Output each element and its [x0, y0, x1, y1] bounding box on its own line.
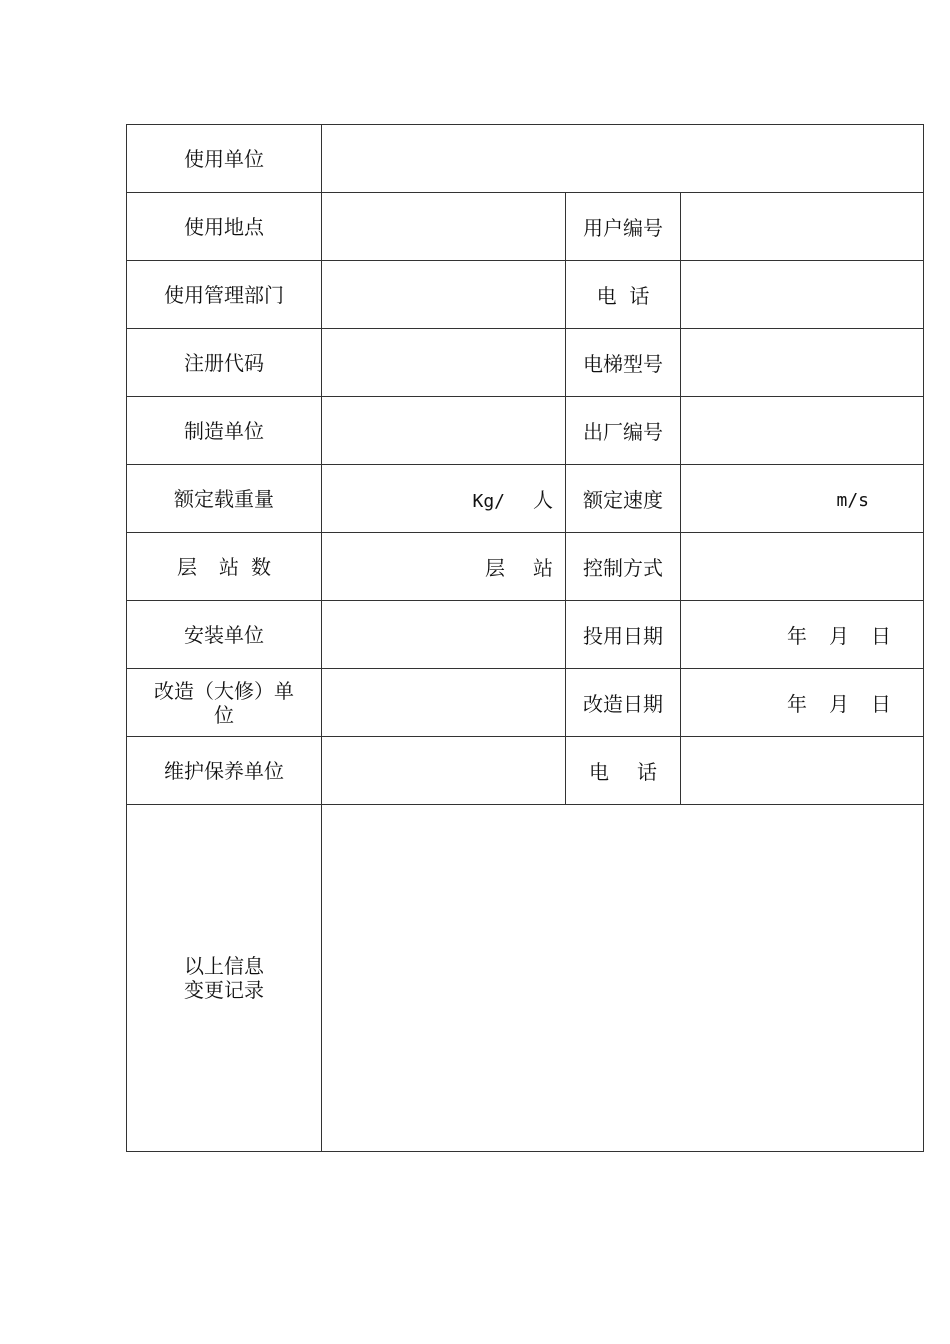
field-elevator-model[interactable]	[681, 329, 924, 397]
field-registration-code[interactable]	[322, 329, 566, 397]
elevator-info-form	[126, 124, 924, 1152]
label-user-unit: 使用单位	[127, 125, 322, 193]
unit-floor: 层	[485, 556, 505, 580]
field-management-dept[interactable]	[322, 261, 566, 329]
row-maintenance-unit	[127, 737, 924, 805]
label-floor-char: 层	[177, 554, 197, 579]
date-year: 年	[787, 692, 808, 716]
label-change-record-line1: 以上信息	[184, 954, 264, 978]
label-commission-date: 投用日期	[566, 601, 681, 669]
label-phone-char1: 电	[589, 760, 609, 784]
row-registration-code	[127, 329, 924, 397]
field-user-unit[interactable]	[322, 125, 924, 193]
unit-person: 人	[533, 488, 553, 512]
row-installer	[127, 601, 924, 669]
label-renovation-unit	[127, 669, 322, 737]
label-change-record	[127, 805, 322, 1152]
label-elevator-model: 电梯型号	[566, 329, 681, 397]
label-installer: 安装单位	[127, 601, 322, 669]
date-month: 月	[829, 692, 850, 716]
label-renovation-date: 改造日期	[566, 669, 681, 737]
label-maintenance-unit: 维护保养单位	[127, 737, 322, 805]
unit-kg: Kg/	[472, 491, 505, 512]
label-phone: 电 话	[566, 261, 681, 329]
label-floors-stations	[127, 533, 322, 601]
field-renovation-unit[interactable]	[322, 669, 566, 737]
label-rated-speed: 额定速度	[566, 465, 681, 533]
field-installer[interactable]	[322, 601, 566, 669]
field-location[interactable]	[322, 193, 566, 261]
date-year: 年	[787, 624, 808, 648]
label-change-record-line2: 变更记录	[184, 978, 264, 1002]
label-rated-load: 额定载重量	[127, 465, 322, 533]
label-location: 使用地点	[127, 193, 322, 261]
row-change-record	[127, 805, 924, 1152]
label-maintenance-phone	[566, 737, 681, 805]
unit-mps: m/s	[836, 489, 870, 511]
field-renovation-date[interactable]	[681, 669, 924, 737]
label-count-char: 数	[251, 554, 271, 579]
date-day: 日	[871, 692, 892, 716]
row-rated-load	[127, 465, 924, 533]
field-maintenance-unit[interactable]	[322, 737, 566, 805]
field-manufacturer[interactable]	[322, 397, 566, 465]
row-manufacturer	[127, 397, 924, 465]
row-user-unit	[127, 125, 924, 193]
date-day: 日	[871, 624, 892, 648]
label-registration-code: 注册代码	[127, 329, 322, 397]
field-user-number[interactable]	[681, 193, 924, 261]
label-renovation-unit-line1: 改造（大修）单	[154, 678, 294, 703]
row-renovation-unit	[127, 669, 924, 737]
label-control-mode: 控制方式	[566, 533, 681, 601]
field-maintenance-phone[interactable]	[681, 737, 924, 805]
label-user-number: 用户编号	[566, 193, 681, 261]
field-phone[interactable]	[681, 261, 924, 329]
label-station-char: 站	[219, 554, 239, 579]
date-month: 月	[829, 624, 850, 648]
field-change-record[interactable]	[322, 805, 924, 1152]
field-rated-load[interactable]	[322, 465, 566, 533]
label-factory-number: 出厂编号	[566, 397, 681, 465]
field-rated-speed[interactable]	[681, 465, 924, 533]
field-commission-date[interactable]	[681, 601, 924, 669]
label-management-dept: 使用管理部门	[127, 261, 322, 329]
row-floors-stations	[127, 533, 924, 601]
field-factory-number[interactable]	[681, 397, 924, 465]
label-manufacturer: 制造单位	[127, 397, 322, 465]
unit-station: 站	[533, 556, 553, 580]
field-control-mode[interactable]	[681, 533, 924, 601]
label-renovation-unit-line2: 位	[214, 702, 234, 727]
field-floors-stations[interactable]	[322, 533, 566, 601]
row-location	[127, 193, 924, 261]
row-management-dept	[127, 261, 924, 329]
label-phone-char2: 话	[637, 760, 657, 784]
